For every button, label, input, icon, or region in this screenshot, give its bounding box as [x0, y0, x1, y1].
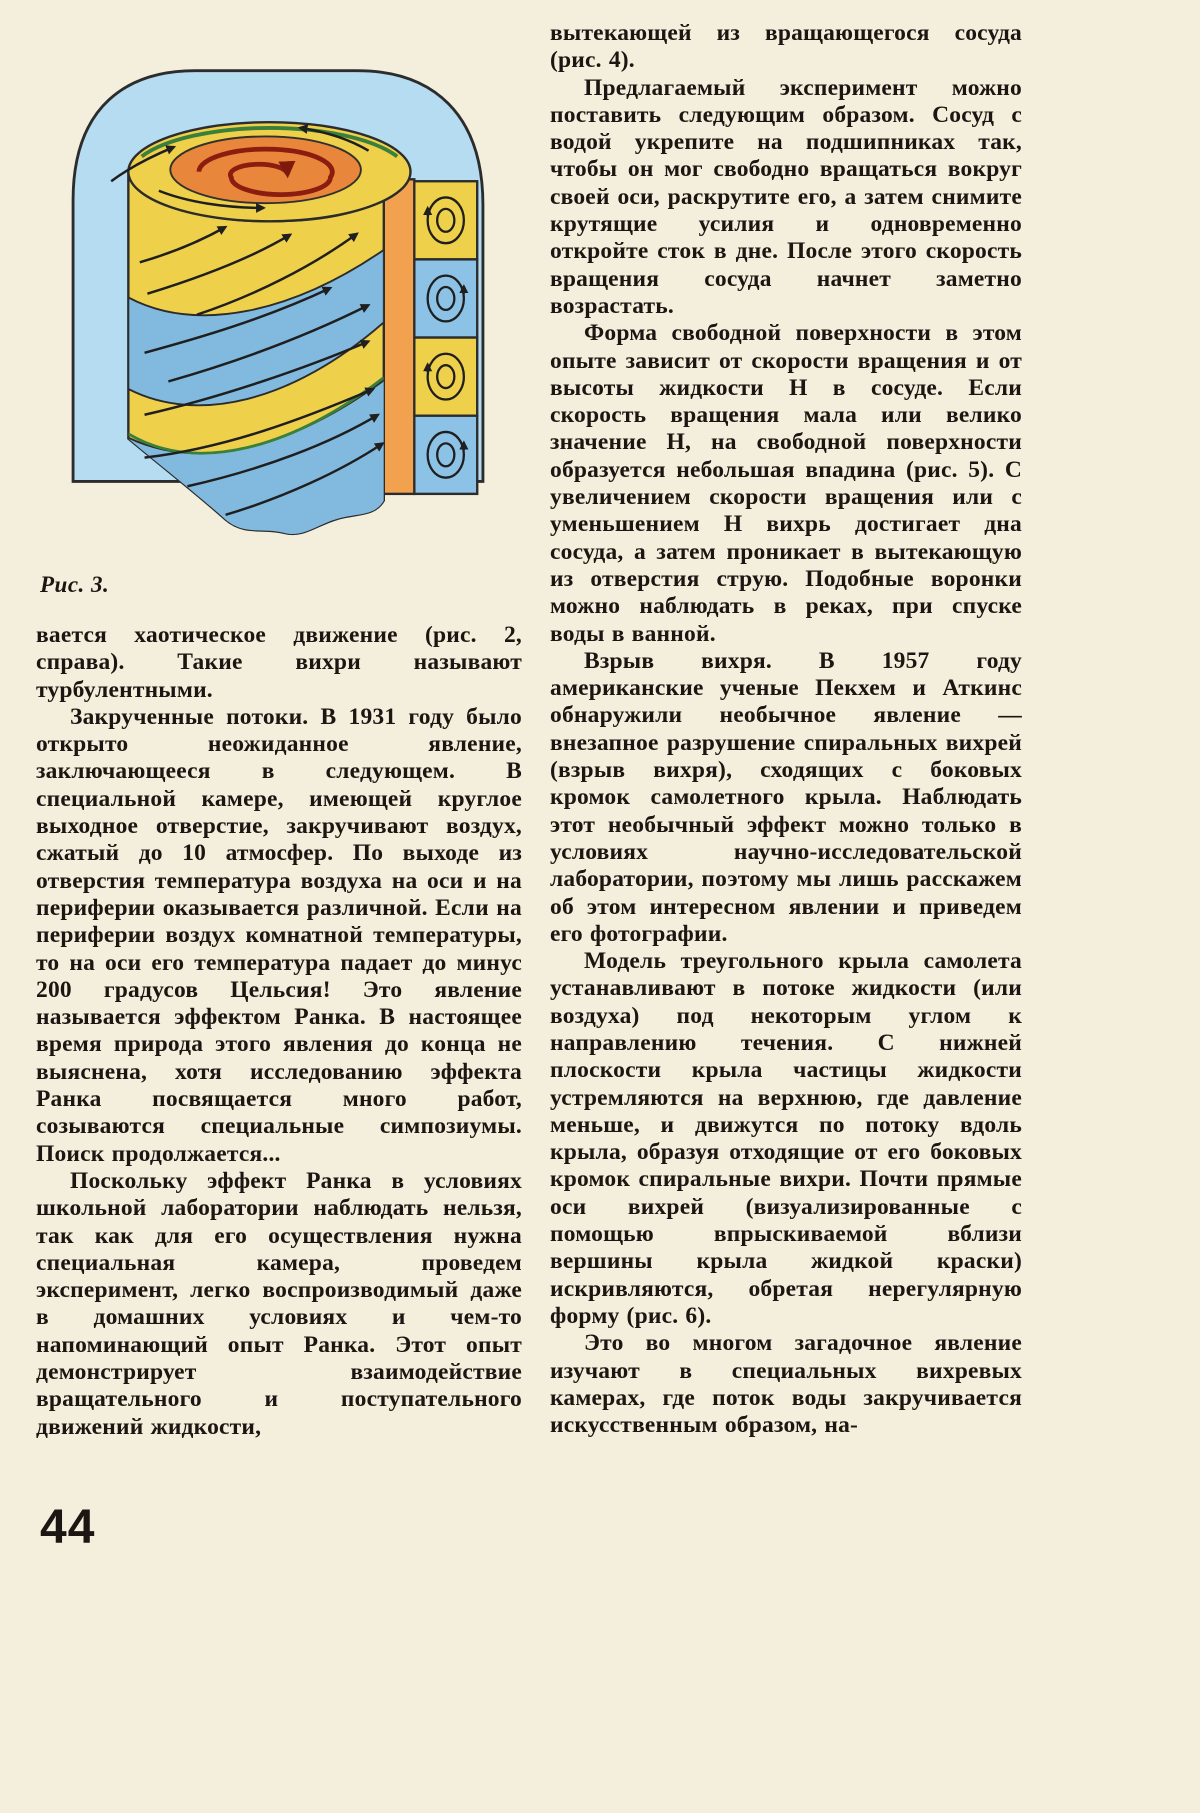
paragraph: Закрученные потоки. В 1931 году было открыто неожиданное явление, заключающееся в следующем. В специальной камере, имеющей круглое выходное отверстие, закручивают воздух, сжатый до 10 атмосфер. По выходе из отверстия температура воздуха на оси и на периферии оказывается различной. Если на периферии воздух комнатной температуры, то на оси его температура падает до минус 200 градусов Цельсия! Это явление называется эффектом Ранка. В настоящее время природа этого явления до конца не выяснена, хотя исследованию эффекта Ранка посвящается много работ, созываются специальные симпозиумы. Поиск продолжается...: [36, 703, 522, 1167]
two-column-layout: [36, 16, 1022, 1441]
right-column-text: [550, 20, 1022, 1439]
left-column-text: [36, 622, 522, 1441]
paragraph: вытекающей из вращающегося сосуда (рис. 4).: [550, 20, 1022, 74]
vortex-cells: [414, 181, 477, 494]
page-number: 44: [40, 1501, 96, 1554]
paragraph: Это во многом загадочное явление изучают в специальных вихревых камерах, где поток воды закручивается искусственным образом, на-: [550, 1330, 1022, 1439]
paragraph: вается хаотическое движение (рис. 2, справа). Такие вихри называют турбулентными.: [36, 622, 522, 703]
paragraph: Взрыв вихря. В 1957 году американские ученые Пекхем и Аткинс обнаружили необычное явление — внезапное разрушение спиральных вихрей (взрыв вихря), сходящих с боковых кромок самолетного крыла. Наблюдать этот необычный эффект можно только в условиях научно-исследовательской лаборатории, поэтому мы лишь расскажем об этом интересном явлении и приведем его фотографии.: [550, 647, 1023, 947]
paragraph: Предлагаемый эксперимент можно поставить следующим образом. Сосуд с водой укрепите на подшипниках так, чтобы он мог свободно вращаться вокруг своей оси, раскрутите его, а затем снимите крутящие усилия и одновременно откройте сток в дне. После этого скорость вращения сосуда начнет заметно возрастать.: [550, 74, 1022, 319]
paragraph: Форма свободной поверхности в этом опыте зависит от скорости вращения и от высоты жидкости H в сосуде. Если скорость вращения мала или велико значение H, на свободной поверхности образуется небольшая впадина (рис. 5). С увеличением скорости вращения или с уменьшением H вихрь достигает дна сосуда, а затем проникает в вытекающую из отверстия струю. Подобные воронки можно наблюдать в реках, при спуске воды в ванной.: [550, 320, 1022, 647]
figure-caption: Рис. 3.: [40, 572, 110, 597]
vortex-cylinder-illustration: [54, 38, 502, 558]
figure-3: [36, 38, 522, 598]
right-column: [550, 16, 1022, 1441]
orange-cut-strip: [384, 179, 415, 494]
paragraph-lead: Взрыв вихря.: [584, 647, 819, 674]
left-column: [36, 16, 522, 1441]
paragraph-lead: Закрученные потоки.: [70, 703, 321, 730]
paragraph: Модель треугольного крыла самолета устанавливают в потоке жидкости (или воздуха) под некоторым углом к направлению течения. С нижней плоскости крыла частицы жидкости устремляются на верхнюю, где давление меньше, и движутся по потоку вдоль крыла, образуя отходящие от его боковых кромок спиральные вихри. Почти прямые оси вихрей (визуализированные с помощью впрыскиваемой вблизи вершины крыла жидкой краски) искривляются, обретая нерегулярную форму (рис. 6).: [550, 948, 1022, 1329]
paragraph: Поскольку эффект Ранка в условиях школьной лаборатории наблюдать нельзя, так как для его осуществления нужна специальная камера, проведем эксперимент, легко воспроизводимый даже в домашних условиях и чем-то напоминающий опыт Ранка. Этот опыт демонстрирует взаимодействие вращательного и поступательного движений жидкости,: [36, 1167, 522, 1440]
